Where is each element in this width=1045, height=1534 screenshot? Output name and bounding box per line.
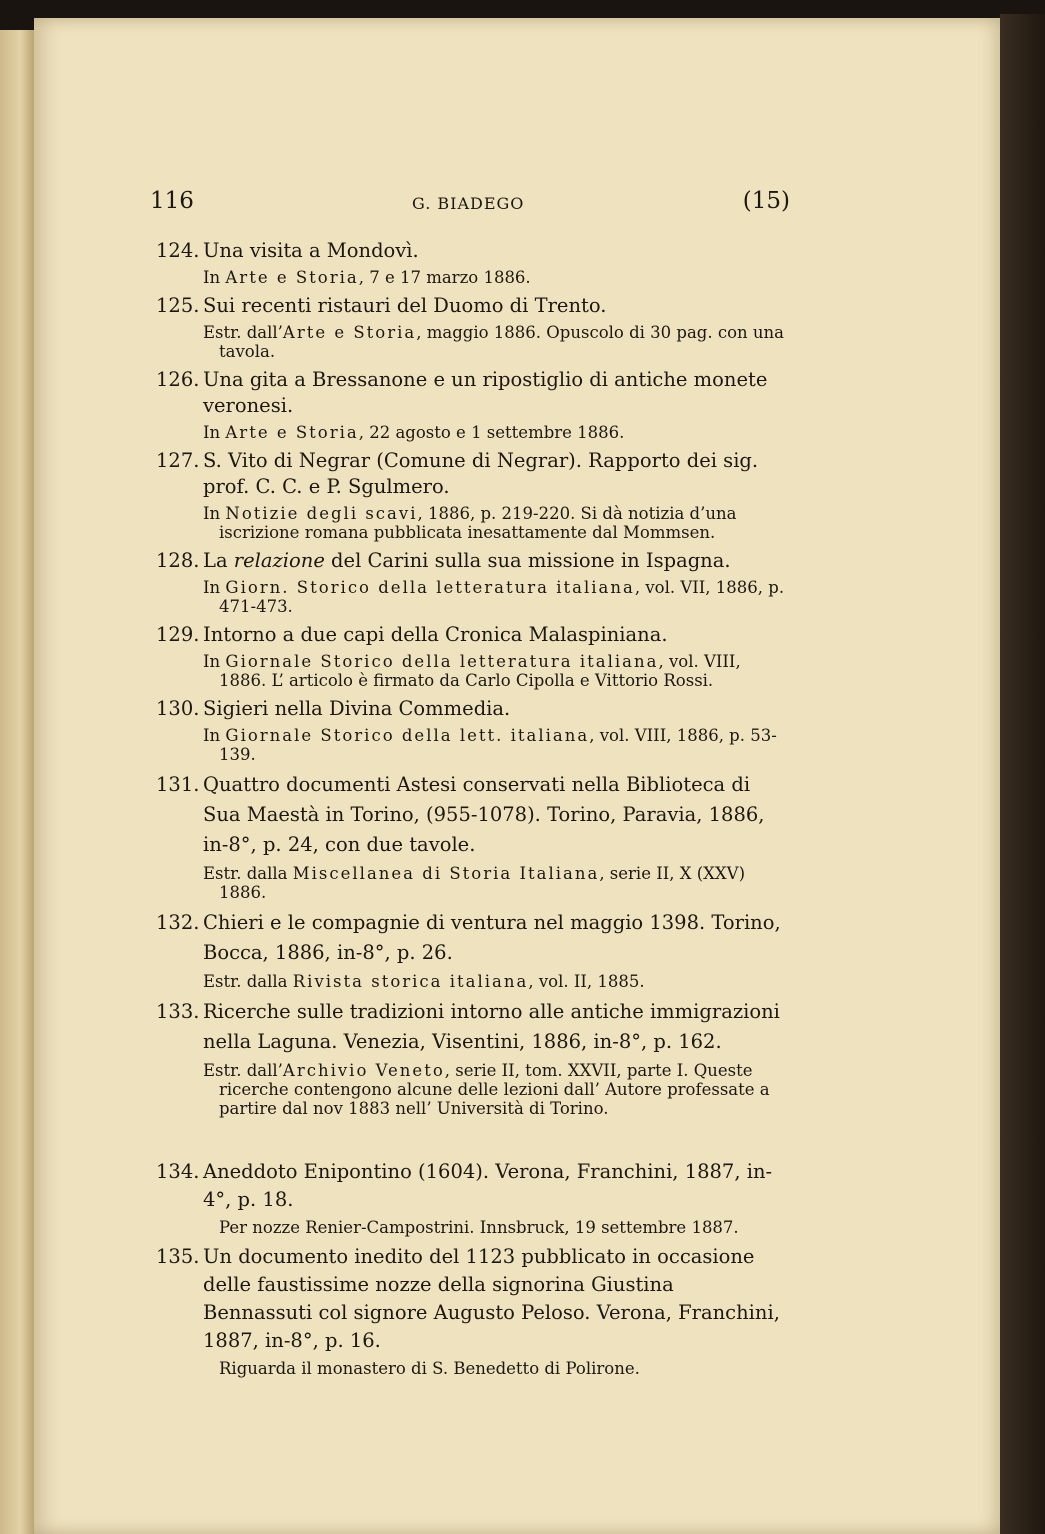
entry-124: 124. Una visita a Mondovì. In Arte e Storia, 7 e 17 marzo 1886. <box>156 238 786 287</box>
entry-132: 132. Chieri e le compagnie di ventura nel maggio 1398. Torino, Bocca, 1886, in-8°, p. 26. Estr. dalla Rivista storica italiana, vol. II, 1885. <box>156 908 786 991</box>
running-title: G. BIADEGO <box>412 194 525 213</box>
part-number: (15) <box>742 188 790 214</box>
entry-131: 131. Quattro documenti Astesi conservati nella Biblioteca di Sua Maestà in Torino, (955-1078). Torino, Paravia, 1886, in-8°, p. 24, con due tavole. Estr. dalla Miscellanea di Storia Italiana, serie II, X (XXV) 1886. <box>156 770 786 902</box>
entry-note: In Arte e Storia, 22 agosto e 1 settembre 1886. <box>203 423 625 442</box>
entry-title: Chieri e le compagnie di ventura nel maggio 1398. Torino, Bocca, 1886, in-8°, p. 26. <box>203 911 781 964</box>
entry-note: Estr. dall’Archivio Veneto, serie II, tom. XXVII, parte I. Queste ricerche contengono alcune delle lezioni dall’ Autore professate a partire dal nov 1883 nell’ Università di Torino. <box>203 1061 770 1118</box>
entry-title: Una gita a Bressanone e un ripostiglio di antiche monete veronesi. <box>203 368 768 417</box>
entry-133: 133. Ricerche sulle tradizioni intorno alle antiche immigrazioni nella Laguna. Venezia, Visentini, 1886, in-8°, p. 162. Estr. dall’Archivio Veneto, serie II, tom. XXVII, parte I. Queste ricerche contengono alcune delle lezioni dall’ Autore professate a partire dal nov 1883 nell’ Università di Torino. <box>156 997 786 1118</box>
entry-note: In Giorn. Storico della letteratura italiana, vol. VII, 1886, p. 471-473. <box>203 578 785 616</box>
entry-129: 129. Intorno a due capi della Cronica Malaspiniana. In Giornale Storico della letteratura italiana, vol. VIII, 1886. L’ articolo è firmato da Carlo Cipolla e Vittorio Rossi. <box>156 622 786 690</box>
entry-note: Estr. dall’Arte e Storia, maggio 1886. Opuscolo di 30 pag. con una tavola. <box>203 323 784 361</box>
entry-title: Sigieri nella Divina Commedia. <box>203 697 511 720</box>
entry-130: 130. Sigieri nella Divina Commedia. In Giornale Storico della lett. italiana, vol. VIII, 1886, p. 53-139. <box>156 696 786 764</box>
adjacent-page-edge <box>0 30 34 1534</box>
entry-title: Sui recenti ristauri del Duomo di Trento. <box>203 294 607 317</box>
entry-note: In Arte e Storia, 7 e 17 marzo 1886. <box>203 268 531 287</box>
page-number: 116 <box>150 188 194 214</box>
entry-note: In Giornale Storico della lett. italiana, vol. VIII, 1886, p. 53-139. <box>203 726 777 764</box>
entry-127: 127. S. Vito di Negrar (Comune di Negrar). Rapporto dei sig. prof. C. C. e P. Sgulmero. In Notizie degli scavi, 1886, p. 219-220. Si dà notizia d’una iscrizione romana pubblicata inesattamente dal Mommsen. <box>156 448 786 542</box>
page-edge-shadow <box>1000 14 1045 1534</box>
entry-note: Per nozze Renier-Campostrini. Innsbruck, 19 settembre 1887. <box>219 1218 739 1237</box>
entry-note: Estr. dalla Rivista storica italiana, vol. II, 1885. <box>203 972 645 991</box>
entry-title: Intorno a due capi della Cronica Malaspiniana. <box>203 623 668 646</box>
entry-134: 134. Aneddoto Enipontino (1604). Verona, Franchini, 1887, in-4°, p. 18. Per nozze Renier-Campostrini. Innsbruck, 19 settembre 1887. <box>156 1158 786 1237</box>
entry-title-italic: relazione <box>233 549 325 572</box>
entry-title: Aneddoto Enipontino (1604). Verona, Franchini, 1887, in-4°, p. 18. <box>203 1160 773 1211</box>
entry-note: Estr. dalla Miscellanea di Storia Italiana, serie II, X (XXV) 1886. <box>203 864 746 902</box>
entry-title: Un documento inedito del 1123 pubblicato in occasione delle faustissime nozze della signorina Giustina Bennassuti col signore Augusto Peloso. Verona, Franchini, 1887, in-8°, p. 16. <box>203 1245 780 1352</box>
entry-128: 128. La relazione del Carini sulla sua missione in Ispagna. In Giorn. Storico della letteratura italiana, vol. VII, 1886, p. 471-473. <box>156 549 785 616</box>
entry-title: Una visita a Mondovì. <box>203 239 419 262</box>
entry-126: 126. Una gita a Bressanone e un ripostiglio di antiche monete veronesi. In Arte e Storia, 22 agosto e 1 settembre 1886. <box>156 367 786 442</box>
entry-125: 125. Sui recenti ristauri del Duomo di Trento. Estr. dall’Arte e Storia, maggio 1886. Opuscolo di 30 pag. con una tavola. <box>156 294 784 361</box>
bibliography-list <box>156 238 786 1384</box>
entry-title: S. Vito di Negrar (Comune di Negrar). Rapporto dei sig. prof. C. C. e P. Sgulmero. <box>203 449 759 498</box>
entry-title: Quattro documenti Astesi conservati nella Biblioteca di Sua Maestà in Torino, (955-1078). Torino, Paravia, 1886, in-8°, p. 24, con due tavole. <box>203 773 765 856</box>
entry-note: In Notizie degli scavi, 1886, p. 219-220. Si dà notizia d’una iscrizione romana pubblicata inesattamente dal Mommsen. <box>203 504 737 542</box>
entry-title: Ricerche sulle tradizioni intorno alle antiche immigrazioni nella Laguna. Venezia, Visentini, 1886, in-8°, p. 162. <box>203 1000 780 1053</box>
entry-135: 135. Un documento inedito del 1123 pubblicato in occasione delle faustissime nozze della signorina Giustina Bennassuti col signore Augusto Peloso. Verona, Franchini, 1887, in-8°, p. 16. Riguarda il monastero di S. Benedetto di Polirone. <box>156 1243 786 1378</box>
entry-note: In Giornale Storico della letteratura italiana, vol. VIII, 1886. L’ articolo è firmato da Carlo Cipolla e Vittorio Rossi. <box>203 652 741 690</box>
entry-note: Riguarda il monastero di S. Benedetto di Polirone. <box>219 1359 640 1378</box>
running-header <box>150 188 790 224</box>
